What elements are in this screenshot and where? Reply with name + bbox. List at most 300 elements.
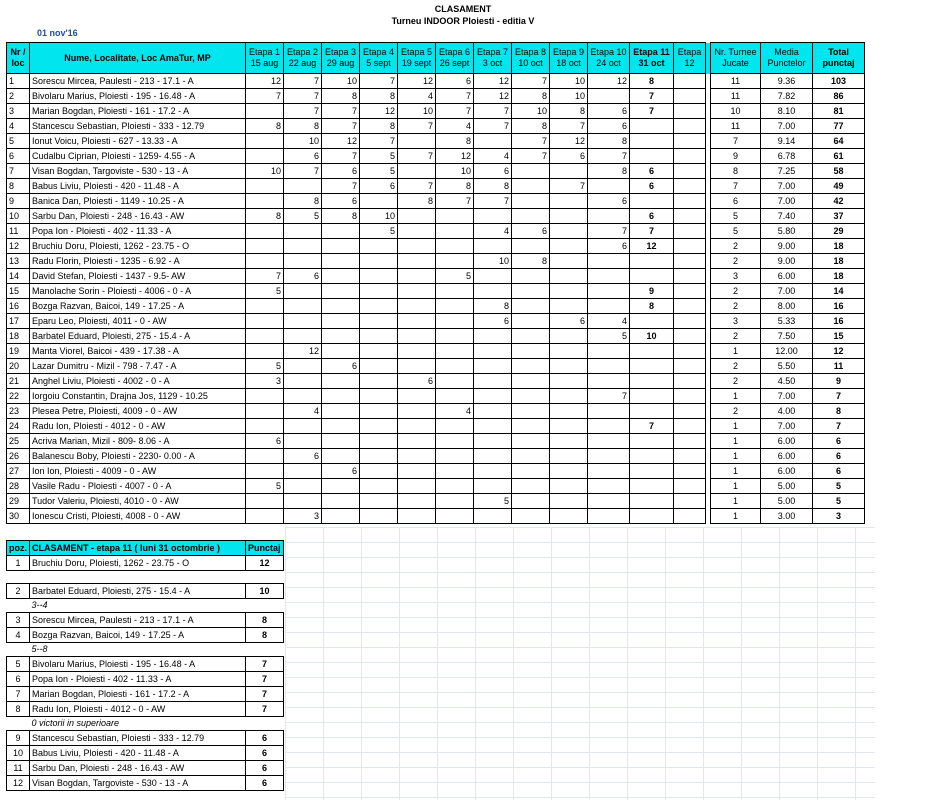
- cell-stage-score[interactable]: 6: [588, 239, 630, 254]
- cell-tournaments[interactable]: 2: [711, 359, 761, 374]
- cell-tournaments[interactable]: 2: [711, 239, 761, 254]
- cell-stage-score[interactable]: 8: [322, 209, 360, 224]
- cell-stage-score[interactable]: [322, 404, 360, 419]
- col-stage[interactable]: Etapa 2 22 aug: [284, 43, 322, 74]
- cell-stage-score[interactable]: 12: [550, 134, 588, 149]
- cell-tournaments[interactable]: 11: [711, 119, 761, 134]
- cell-stage-score[interactable]: 6: [512, 224, 550, 239]
- cell-stage-score[interactable]: [512, 419, 550, 434]
- cell-stage-score[interactable]: [474, 464, 512, 479]
- cell-stage-score[interactable]: [674, 284, 706, 299]
- cell-nr[interactable]: 1: [7, 74, 30, 89]
- ranking-name[interactable]: Babus Liviu, Ploiesti - 420 - 11.48 - A: [30, 746, 246, 761]
- cell-stage-score[interactable]: [674, 359, 706, 374]
- cell-total[interactable]: 7: [813, 419, 865, 434]
- cell-nr[interactable]: 9: [7, 194, 30, 209]
- cell-tournaments[interactable]: 1: [711, 344, 761, 359]
- cell-stage-score[interactable]: 7: [246, 89, 284, 104]
- cell-stage-score[interactable]: [674, 224, 706, 239]
- cell-stage-score[interactable]: 7: [246, 269, 284, 284]
- cell-stage-score[interactable]: [398, 479, 436, 494]
- cell-stage-score[interactable]: 6: [588, 119, 630, 134]
- cell-name[interactable]: Anghel Liviu, Ploiesti - 4002 - 0 - A: [30, 374, 246, 389]
- cell-stage-score[interactable]: [398, 299, 436, 314]
- cell-average[interactable]: 6.00: [761, 434, 813, 449]
- col-stage[interactable]: Etapa 5 19 sept: [398, 43, 436, 74]
- cell-stage-score[interactable]: [322, 509, 360, 524]
- cell-stage-score[interactable]: [630, 149, 674, 164]
- cell-stage-score[interactable]: 7: [436, 89, 474, 104]
- cell-stage-score[interactable]: [474, 389, 512, 404]
- cell-stage-score[interactable]: [512, 404, 550, 419]
- cell-stage-score[interactable]: [630, 479, 674, 494]
- cell-average[interactable]: 7.00: [761, 284, 813, 299]
- cell-stage-score[interactable]: [550, 194, 588, 209]
- ranking-pos[interactable]: 7: [7, 687, 30, 702]
- ranking-pos[interactable]: 10: [7, 746, 30, 761]
- cell-nr[interactable]: 13: [7, 254, 30, 269]
- cell-stage-score[interactable]: [674, 329, 706, 344]
- ranking-points[interactable]: 7: [246, 687, 284, 702]
- cell-stage-score[interactable]: [674, 494, 706, 509]
- cell-stage-score[interactable]: [436, 419, 474, 434]
- cell-stage-score[interactable]: 6: [322, 164, 360, 179]
- cell-stage-score[interactable]: [360, 299, 398, 314]
- cell-stage-score[interactable]: 10: [322, 74, 360, 89]
- cell-average[interactable]: 9.14: [761, 134, 813, 149]
- cell-stage-score[interactable]: 8: [474, 299, 512, 314]
- cell-stage-score[interactable]: [674, 74, 706, 89]
- cell-stage-score[interactable]: [436, 374, 474, 389]
- cell-tournaments[interactable]: 3: [711, 269, 761, 284]
- cell-stage-score[interactable]: [474, 239, 512, 254]
- cell-total[interactable]: 9: [813, 374, 865, 389]
- cell-total[interactable]: 18: [813, 269, 865, 284]
- cell-stage-score[interactable]: 8: [588, 134, 630, 149]
- col-stage[interactable]: Etapa 9 18 oct: [550, 43, 588, 74]
- cell-stage-score[interactable]: 4: [436, 119, 474, 134]
- cell-nr[interactable]: 14: [7, 269, 30, 284]
- cell-stage-score[interactable]: 6: [246, 434, 284, 449]
- cell-stage-score[interactable]: 7: [322, 104, 360, 119]
- cell-stage-score[interactable]: 10: [550, 74, 588, 89]
- ranking-name[interactable]: Bivolaru Marius, Ploiesti - 195 - 16.48 - A: [30, 657, 246, 672]
- cell-tournaments[interactable]: 8: [711, 164, 761, 179]
- cell-nr[interactable]: 23: [7, 404, 30, 419]
- cell-stage-score[interactable]: [630, 389, 674, 404]
- cell-name[interactable]: David Stefan, Ploiesti - 1437 - 9.5- AW: [30, 269, 246, 284]
- cell-name[interactable]: Cudalbu Ciprian, Ploiesti - 1259- 4.55 - A: [30, 149, 246, 164]
- cell-stage-score[interactable]: 6: [284, 149, 322, 164]
- cell-stage-score[interactable]: [246, 179, 284, 194]
- cell-name[interactable]: Radu Florin, Ploiesti - 1235 - 6.92 - A: [30, 254, 246, 269]
- cell-name[interactable]: Banica Dan, Ploiesti - 1149 - 10.25 - A: [30, 194, 246, 209]
- cell-stage-score[interactable]: [674, 434, 706, 449]
- cell-stage-score[interactable]: [436, 389, 474, 404]
- cell-stage-score[interactable]: [284, 254, 322, 269]
- cell-stage-score[interactable]: 7: [360, 134, 398, 149]
- cell-name[interactable]: Barbatel Eduard, Ploiesti, 275 - 15.4 - A: [30, 329, 246, 344]
- cell-stage-score[interactable]: [360, 254, 398, 269]
- cell-stage-score[interactable]: [512, 494, 550, 509]
- cell-tournaments[interactable]: 3: [711, 314, 761, 329]
- cell-tournaments[interactable]: 2: [711, 299, 761, 314]
- cell-stage-score[interactable]: [246, 314, 284, 329]
- cell-stage-score[interactable]: [398, 359, 436, 374]
- cell-nr[interactable]: 25: [7, 434, 30, 449]
- cell-average[interactable]: 6.00: [761, 269, 813, 284]
- cell-stage-score[interactable]: 8: [630, 74, 674, 89]
- cell-stage-score[interactable]: [674, 389, 706, 404]
- cell-stage-score[interactable]: [436, 509, 474, 524]
- col-stage[interactable]: Etapa 4 5 sept: [360, 43, 398, 74]
- cell-stage-score[interactable]: 4: [474, 224, 512, 239]
- ranking-pos[interactable]: 8: [7, 702, 30, 717]
- cell-stage-score[interactable]: [588, 509, 630, 524]
- cell-stage-score[interactable]: 10: [284, 134, 322, 149]
- cell-average[interactable]: 9.00: [761, 239, 813, 254]
- cell-nr[interactable]: 28: [7, 479, 30, 494]
- cell-stage-score[interactable]: 12: [474, 89, 512, 104]
- cell-stage-score[interactable]: [474, 509, 512, 524]
- cell-stage-score[interactable]: [398, 509, 436, 524]
- cell-stage-score[interactable]: [436, 299, 474, 314]
- cell-stage-score[interactable]: [588, 299, 630, 314]
- cell-stage-score[interactable]: [360, 494, 398, 509]
- cell-tournaments[interactable]: 2: [711, 329, 761, 344]
- cell-stage-score[interactable]: [474, 344, 512, 359]
- cell-stage-score[interactable]: [630, 494, 674, 509]
- cell-stage-score[interactable]: 4: [474, 149, 512, 164]
- ranking-name[interactable]: Sarbu Dan, Ploiesti - 248 - 16.43 - AW: [30, 761, 246, 776]
- cell-stage-score[interactable]: 7: [322, 119, 360, 134]
- cell-stage-score[interactable]: 8: [512, 254, 550, 269]
- cell-stage-score[interactable]: [398, 209, 436, 224]
- cell-tournaments[interactable]: 1: [711, 494, 761, 509]
- cell-stage-score[interactable]: 6: [322, 464, 360, 479]
- cell-stage-score[interactable]: [474, 479, 512, 494]
- cell-stage-score[interactable]: [512, 434, 550, 449]
- cell-stage-score[interactable]: [246, 404, 284, 419]
- cell-stage-score[interactable]: 5: [246, 479, 284, 494]
- cell-tournaments[interactable]: 1: [711, 509, 761, 524]
- cell-total[interactable]: 11: [813, 359, 865, 374]
- cell-stage-score[interactable]: 12: [398, 74, 436, 89]
- cell-stage-score[interactable]: [512, 179, 550, 194]
- cell-stage-score[interactable]: [360, 449, 398, 464]
- cell-stage-score[interactable]: 12: [246, 74, 284, 89]
- ranking-points[interactable]: 6: [246, 761, 284, 776]
- ranking-points[interactable]: 7: [246, 672, 284, 687]
- cell-stage-score[interactable]: 8: [474, 179, 512, 194]
- cell-stage-score[interactable]: 7: [284, 74, 322, 89]
- cell-name[interactable]: Bozga Razvan, Baicoi, 149 - 17.25 - A: [30, 299, 246, 314]
- cell-stage-score[interactable]: [436, 464, 474, 479]
- cell-stage-score[interactable]: [398, 269, 436, 284]
- cell-total[interactable]: 81: [813, 104, 865, 119]
- cell-stage-score[interactable]: 7: [360, 74, 398, 89]
- cell-stage-score[interactable]: [246, 509, 284, 524]
- cell-average[interactable]: 3.00: [761, 509, 813, 524]
- cell-stage-score[interactable]: [322, 374, 360, 389]
- cell-name[interactable]: Ionescu Cristi, Ploiesti, 4008 - 0 - AW: [30, 509, 246, 524]
- cell-average[interactable]: 7.50: [761, 329, 813, 344]
- cell-name[interactable]: Lazar Dumitru - Mizil - 798 - 7.47 - A: [30, 359, 246, 374]
- cell-stage-score[interactable]: [474, 404, 512, 419]
- cell-stage-score[interactable]: [398, 284, 436, 299]
- cell-stage-score[interactable]: [284, 464, 322, 479]
- cell-stage-score[interactable]: [246, 329, 284, 344]
- cell-stage-score[interactable]: [398, 404, 436, 419]
- cell-stage-score[interactable]: [674, 134, 706, 149]
- ranking-points[interactable]: 6: [246, 731, 284, 746]
- cell-stage-score[interactable]: 12: [630, 239, 674, 254]
- cell-total[interactable]: 12: [813, 344, 865, 359]
- cell-stage-score[interactable]: 7: [630, 89, 674, 104]
- cell-stage-score[interactable]: 6: [630, 209, 674, 224]
- ranking-points[interactable]: 12: [246, 556, 284, 571]
- cell-stage-score[interactable]: 9: [630, 284, 674, 299]
- cell-stage-score[interactable]: 7: [550, 179, 588, 194]
- cell-stage-score[interactable]: [550, 434, 588, 449]
- cell-stage-score[interactable]: 10: [474, 254, 512, 269]
- cell-stage-score[interactable]: [630, 404, 674, 419]
- cell-tournaments[interactable]: 7: [711, 134, 761, 149]
- cell-stage-score[interactable]: [674, 254, 706, 269]
- cell-nr[interactable]: 17: [7, 314, 30, 329]
- cell-stage-score[interactable]: [284, 479, 322, 494]
- cell-stage-score[interactable]: [512, 299, 550, 314]
- cell-stage-score[interactable]: 10: [246, 164, 284, 179]
- cell-stage-score[interactable]: [674, 344, 706, 359]
- cell-stage-score[interactable]: [588, 344, 630, 359]
- cell-stage-score[interactable]: [246, 299, 284, 314]
- cell-total[interactable]: 103: [813, 74, 865, 89]
- ranking-pos[interactable]: 5: [7, 657, 30, 672]
- cell-stage-score[interactable]: [284, 329, 322, 344]
- cell-stage-score[interactable]: [246, 149, 284, 164]
- cell-stage-score[interactable]: 7: [512, 134, 550, 149]
- cell-stage-score[interactable]: 5: [246, 284, 284, 299]
- cell-stage-score[interactable]: [512, 509, 550, 524]
- cell-stage-score[interactable]: [398, 164, 436, 179]
- ranking-name[interactable]: Popa Ion - Ploiesti - 402 - 11.33 - A: [30, 672, 246, 687]
- cell-stage-score[interactable]: [436, 344, 474, 359]
- cell-stage-score[interactable]: [398, 329, 436, 344]
- cell-stage-score[interactable]: 5: [360, 224, 398, 239]
- cell-stage-score[interactable]: 8: [360, 89, 398, 104]
- cell-total[interactable]: 3: [813, 509, 865, 524]
- cell-stage-score[interactable]: [360, 419, 398, 434]
- cell-stage-score[interactable]: 12: [474, 74, 512, 89]
- cell-stage-score[interactable]: [436, 494, 474, 509]
- cell-stage-score[interactable]: [674, 119, 706, 134]
- cell-stage-score[interactable]: 7: [436, 104, 474, 119]
- cell-stage-score[interactable]: 5: [284, 209, 322, 224]
- cell-stage-score[interactable]: [512, 464, 550, 479]
- cell-stage-score[interactable]: 4: [588, 314, 630, 329]
- cell-stage-score[interactable]: [360, 464, 398, 479]
- ranking-points[interactable]: 7: [246, 657, 284, 672]
- cell-tournaments[interactable]: 2: [711, 254, 761, 269]
- cell-stage-score[interactable]: [630, 464, 674, 479]
- cell-total[interactable]: 5: [813, 479, 865, 494]
- cell-average[interactable]: 7.00: [761, 119, 813, 134]
- cell-stage-score[interactable]: 8: [630, 299, 674, 314]
- cell-stage-score[interactable]: 8: [284, 194, 322, 209]
- cell-stage-score[interactable]: 10: [436, 164, 474, 179]
- cell-stage-score[interactable]: 12: [284, 344, 322, 359]
- cell-tournaments[interactable]: 2: [711, 404, 761, 419]
- cell-stage-score[interactable]: 7: [436, 194, 474, 209]
- cell-stage-score[interactable]: 6: [284, 449, 322, 464]
- cell-stage-score[interactable]: 5: [360, 149, 398, 164]
- cell-stage-score[interactable]: [588, 359, 630, 374]
- cell-stage-score[interactable]: 7: [322, 179, 360, 194]
- col-stage[interactable]: Etapa 8 10 oct: [512, 43, 550, 74]
- cell-total[interactable]: 64: [813, 134, 865, 149]
- cell-name[interactable]: Balanescu Boby, Ploiesti - 2230- 0.00 - A: [30, 449, 246, 464]
- cell-stage-score[interactable]: [630, 434, 674, 449]
- cell-stage-score[interactable]: [436, 359, 474, 374]
- cell-stage-score[interactable]: 7: [322, 149, 360, 164]
- cell-tournaments[interactable]: 1: [711, 419, 761, 434]
- cell-stage-score[interactable]: [246, 494, 284, 509]
- cell-total[interactable]: 42: [813, 194, 865, 209]
- cell-stage-score[interactable]: [322, 329, 360, 344]
- cell-stage-score[interactable]: [474, 359, 512, 374]
- cell-stage-score[interactable]: [284, 284, 322, 299]
- col-stage[interactable]: Etapa 11 31 oct: [630, 43, 674, 74]
- ranking-name[interactable]: Sorescu Mircea, Paulesti - 213 - 17.1 - A: [30, 613, 246, 628]
- cell-stage-score[interactable]: [512, 194, 550, 209]
- cell-stage-score[interactable]: [674, 179, 706, 194]
- cell-stage-score[interactable]: 12: [322, 134, 360, 149]
- cell-stage-score[interactable]: [674, 269, 706, 284]
- cell-stage-score[interactable]: [512, 359, 550, 374]
- cell-stage-score[interactable]: [284, 299, 322, 314]
- cell-name[interactable]: Acriva Marian, Mizil - 809- 8.06 - A: [30, 434, 246, 449]
- cell-stage-score[interactable]: 6: [550, 314, 588, 329]
- cell-tournaments[interactable]: 1: [711, 479, 761, 494]
- cell-total[interactable]: 6: [813, 434, 865, 449]
- cell-name[interactable]: Marian Bogdan, Ploiesti - 161 - 17.2 - A: [30, 104, 246, 119]
- cell-name[interactable]: Babus Liviu, Ploiesti - 420 - 11.48 - A: [30, 179, 246, 194]
- cell-stage-score[interactable]: [588, 254, 630, 269]
- cell-stage-score[interactable]: [246, 254, 284, 269]
- cell-stage-score[interactable]: 6: [284, 269, 322, 284]
- cell-stage-score[interactable]: [360, 269, 398, 284]
- cell-stage-score[interactable]: 6: [436, 74, 474, 89]
- cell-average[interactable]: 7.82: [761, 89, 813, 104]
- cell-stage-score[interactable]: [284, 239, 322, 254]
- cell-stage-score[interactable]: [588, 449, 630, 464]
- cell-average[interactable]: 7.40: [761, 209, 813, 224]
- ranking-name[interactable]: Bozga Razvan, Baicoi, 149 - 17.25 - A: [30, 628, 246, 643]
- cell-stage-score[interactable]: 3: [284, 509, 322, 524]
- cell-stage-score[interactable]: [398, 344, 436, 359]
- cell-average[interactable]: 6.00: [761, 449, 813, 464]
- cell-nr[interactable]: 26: [7, 449, 30, 464]
- cell-stage-score[interactable]: 8: [550, 104, 588, 119]
- cell-tournaments[interactable]: 7: [711, 179, 761, 194]
- cell-stage-score[interactable]: [550, 329, 588, 344]
- col-stage[interactable]: Etapa 12: [674, 43, 706, 74]
- cell-stage-score[interactable]: [246, 134, 284, 149]
- cell-tournaments[interactable]: 1: [711, 389, 761, 404]
- cell-stage-score[interactable]: [322, 254, 360, 269]
- cell-stage-score[interactable]: [474, 329, 512, 344]
- cell-stage-score[interactable]: [284, 179, 322, 194]
- cell-stage-score[interactable]: [360, 329, 398, 344]
- cell-stage-score[interactable]: 7: [398, 119, 436, 134]
- cell-stage-score[interactable]: [474, 374, 512, 389]
- ranking-name[interactable]: Visan Bogdan, Targoviste - 530 - 13 - A: [30, 776, 246, 791]
- cell-stage-score[interactable]: 4: [436, 404, 474, 419]
- cell-stage-score[interactable]: [588, 269, 630, 284]
- cell-nr[interactable]: 2: [7, 89, 30, 104]
- cell-stage-score[interactable]: [588, 284, 630, 299]
- ranking-pos[interactable]: 6: [7, 672, 30, 687]
- cell-stage-score[interactable]: 7: [398, 179, 436, 194]
- cell-total[interactable]: 61: [813, 149, 865, 164]
- cell-stage-score[interactable]: 5: [588, 329, 630, 344]
- cell-stage-score[interactable]: [588, 209, 630, 224]
- ranking-name[interactable]: Stancescu Sebastian, Ploiesti - 333 - 12.79: [30, 731, 246, 746]
- cell-stage-score[interactable]: [246, 224, 284, 239]
- cell-stage-score[interactable]: [588, 494, 630, 509]
- col-total[interactable]: Total punctaj: [813, 43, 865, 74]
- ranking-points[interactable]: 6: [246, 746, 284, 761]
- cell-nr[interactable]: 8: [7, 179, 30, 194]
- cell-stage-score[interactable]: 6: [630, 164, 674, 179]
- cell-stage-score[interactable]: [674, 209, 706, 224]
- cell-stage-score[interactable]: 12: [360, 104, 398, 119]
- cell-stage-score[interactable]: 12: [436, 149, 474, 164]
- cell-stage-score[interactable]: [246, 104, 284, 119]
- cell-stage-score[interactable]: 7: [474, 119, 512, 134]
- cell-stage-score[interactable]: [550, 224, 588, 239]
- cell-stage-score[interactable]: [550, 494, 588, 509]
- cell-nr[interactable]: 16: [7, 299, 30, 314]
- cell-name[interactable]: Visan Bogdan, Targoviste - 530 - 13 - A: [30, 164, 246, 179]
- cell-stage-score[interactable]: [398, 494, 436, 509]
- cell-stage-score[interactable]: [322, 389, 360, 404]
- cell-stage-score[interactable]: [550, 449, 588, 464]
- cell-stage-score[interactable]: [512, 239, 550, 254]
- cell-stage-score[interactable]: [284, 389, 322, 404]
- cell-average[interactable]: 9.00: [761, 254, 813, 269]
- col-tournaments[interactable]: Nr. Turnee Jucate: [711, 43, 761, 74]
- cell-stage-score[interactable]: [512, 269, 550, 284]
- ranking-name[interactable]: Bruchiu Doru, Ploiesti, 1262 - 23.75 - O: [30, 556, 246, 571]
- cell-stage-score[interactable]: [550, 209, 588, 224]
- cell-nr[interactable]: 20: [7, 359, 30, 374]
- cell-name[interactable]: Radu Ion, Ploiesti - 4012 - 0 - AW: [30, 419, 246, 434]
- cell-stage-score[interactable]: 6: [588, 104, 630, 119]
- cell-stage-score[interactable]: [674, 419, 706, 434]
- cell-stage-score[interactable]: [550, 284, 588, 299]
- cell-stage-score[interactable]: [512, 449, 550, 464]
- cell-nr[interactable]: 3: [7, 104, 30, 119]
- col-stage[interactable]: Etapa 6 26 sept: [436, 43, 474, 74]
- cell-stage-score[interactable]: [474, 134, 512, 149]
- cell-stage-score[interactable]: 6: [550, 149, 588, 164]
- cell-nr[interactable]: 15: [7, 284, 30, 299]
- cell-stage-score[interactable]: [398, 464, 436, 479]
- cell-average[interactable]: 5.50: [761, 359, 813, 374]
- cell-total[interactable]: 14: [813, 284, 865, 299]
